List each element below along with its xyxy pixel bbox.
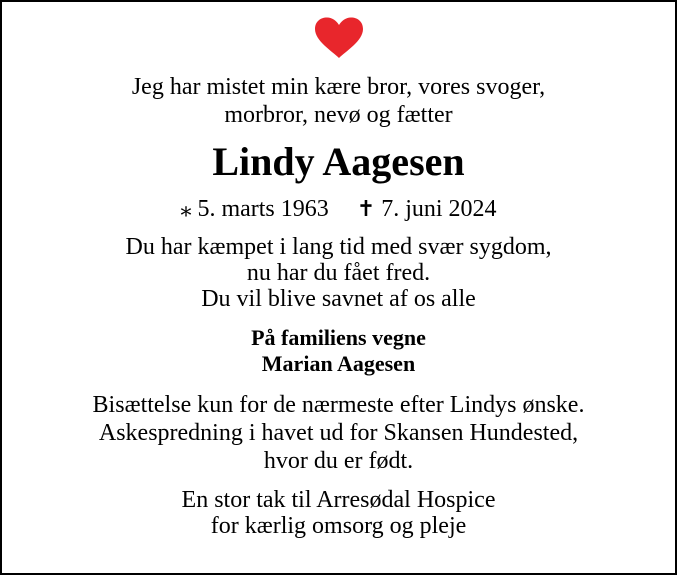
verse-line: Du har kæmpet i lang tid med svær sygdom,: [125, 234, 552, 260]
intro-line: morbror, nevø og fætter: [224, 102, 453, 128]
birth-symbol: ⁎: [180, 196, 192, 221]
signature-line: Marian Aagesen: [261, 351, 416, 376]
life-dates: [0, 195, 677, 223]
birth-date: 5. marts 1963: [197, 196, 329, 222]
funeral-line: hvor du er født.: [263, 448, 414, 474]
deceased-name: Lindy Aagesen: [212, 139, 465, 184]
heart-icon: [314, 17, 364, 59]
death-date: 7. juni 2024: [381, 196, 497, 222]
memorial-verse: [0, 234, 677, 312]
thanks-line: for kærlig omsorg og pleje: [210, 513, 467, 539]
funeral-line: Bisættelse kun for de nærmeste efter Lindys ønske.: [92, 392, 585, 418]
verse-line: Du vil blive savnet af os alle: [201, 286, 476, 312]
intro-text: [0, 73, 677, 129]
verse-line: nu har du fået fred.: [246, 260, 431, 286]
death-symbol: ✝: [356, 196, 376, 221]
funeral-line: Askespredning i havet ud for Skansen Hundested,: [98, 420, 579, 446]
family-signature: [0, 325, 677, 377]
thanks-note: [0, 487, 677, 539]
funeral-info: [0, 391, 677, 475]
signature-line: På familiens vegne: [251, 325, 426, 350]
thanks-line: En stor tak til Arresødal Hospice: [181, 487, 496, 513]
intro-line: Jeg har mistet min kære bror, vores svoger,: [131, 74, 546, 100]
